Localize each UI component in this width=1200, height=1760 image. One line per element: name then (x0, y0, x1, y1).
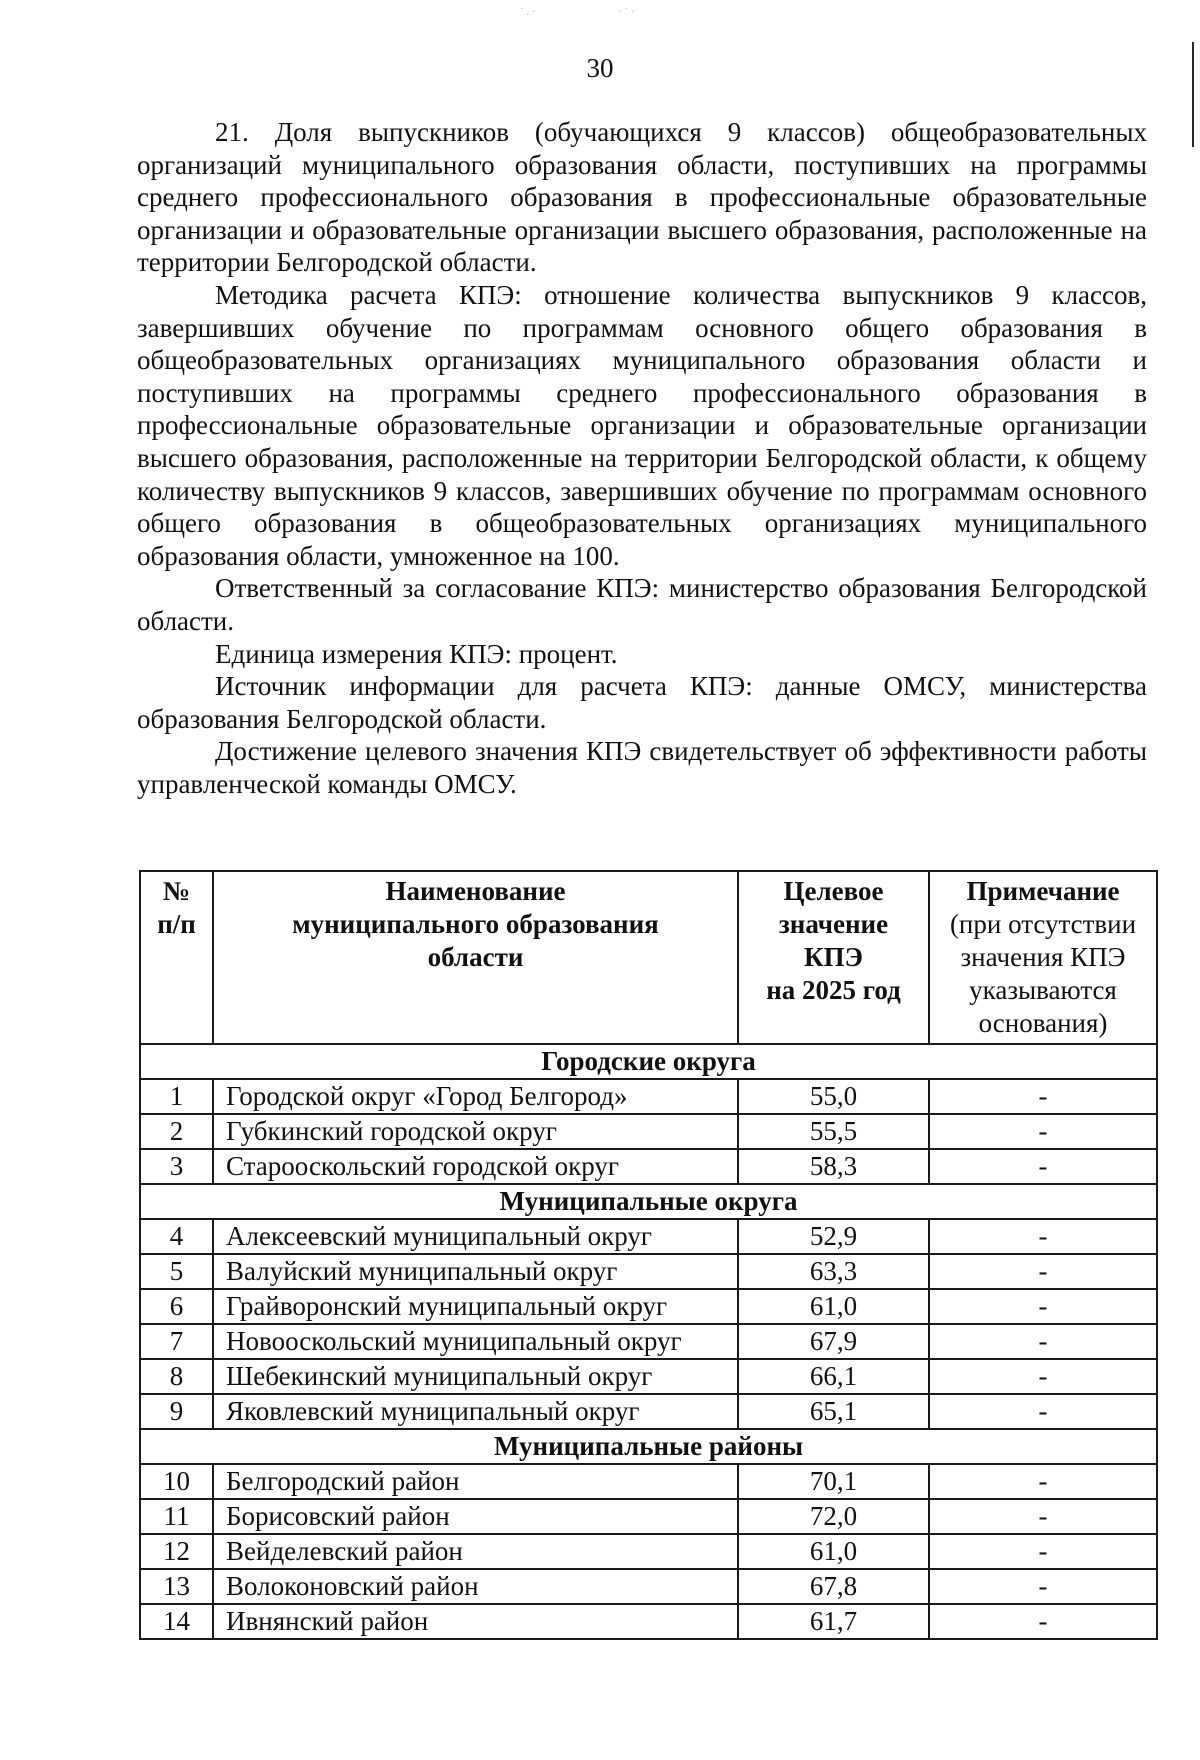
table-row (140, 1604, 1157, 1639)
municipality-name: Городской округ «Город Белгород» (213, 1079, 738, 1114)
paragraph-unit: Единица измерения КПЭ: процент. (215, 638, 618, 669)
header-value-line: значение (778, 909, 889, 939)
table-row (140, 1219, 1157, 1254)
note-value: - (929, 1114, 1157, 1149)
table-row (140, 1569, 1157, 1604)
paragraph-calculation-method: Методика расчета КПЭ: отношение количества выпускников 9 классов, завершивших обучение по программам основного общего образования в общеобразовательных организациях муниципального образования области и поступивших на программы среднего профессионального образования в профессиональные образовательные организации и образовательные организации высшего образования, расположенные на территории Белгородской области, к общему количеству выпускников 9 классов, завершивших обучение по программам основного общего образования в общеобразовательных организациях муниципального образования области, умноженное на 100. (137, 279, 1147, 571)
target-value: 55,5 (738, 1114, 929, 1149)
municipality-name: Алексеевский муниципальный округ (213, 1219, 738, 1254)
target-value: 67,8 (738, 1569, 929, 1604)
section-header-row (140, 1184, 1157, 1219)
target-value: 58,3 (738, 1149, 929, 1184)
municipality-name: Ивнянский район (213, 1604, 738, 1639)
municipality-name: Грайворонский муниципальный округ (213, 1289, 738, 1324)
target-value: 72,0 (738, 1499, 929, 1534)
row-number: 4 (140, 1219, 213, 1254)
target-value: 66,1 (738, 1359, 929, 1394)
table-header-row (140, 871, 1157, 1044)
header-name-line: области (427, 942, 524, 972)
row-number: 6 (140, 1289, 213, 1324)
header-target-value (738, 871, 929, 1044)
target-value: 67,9 (738, 1324, 929, 1359)
table-row (140, 1114, 1157, 1149)
page-number: 30 (586, 53, 614, 83)
paragraph-responsible: Ответственный за согласование КПЭ: министерство образования Белгородской области. (137, 573, 1147, 636)
header-note-line: основания) (978, 1008, 1108, 1038)
header-value-line: на 2025 год (766, 975, 901, 1005)
note-value: - (929, 1604, 1157, 1639)
header-name-line: Наименование (385, 876, 566, 906)
header-note-line: Примечание (966, 876, 1120, 906)
target-value: 63,3 (738, 1254, 929, 1289)
note-value: - (929, 1569, 1157, 1604)
section-header-row (140, 1044, 1157, 1079)
target-value: 70,1 (738, 1464, 929, 1499)
target-value: 55,0 (738, 1079, 929, 1114)
table-row (140, 1079, 1157, 1114)
note-value: - (929, 1079, 1157, 1114)
note-value: - (929, 1219, 1157, 1254)
section-title: Муниципальные округа (140, 1184, 1157, 1219)
header-value-line: КПЭ (804, 942, 863, 972)
row-number: 8 (140, 1359, 213, 1394)
table-row (140, 1534, 1157, 1569)
target-value: 65,1 (738, 1394, 929, 1429)
row-number: 1 (140, 1079, 213, 1114)
municipality-name: Старооскольский городской округ (213, 1149, 738, 1184)
municipality-name: Волоконовский район (213, 1569, 738, 1604)
scan-artifact: · ˙ · (618, 6, 635, 18)
row-number: 14 (140, 1604, 213, 1639)
section-title: Муниципальные районы (140, 1429, 1157, 1464)
note-value: - (929, 1499, 1157, 1534)
section-title: Городские округа (140, 1044, 1157, 1079)
municipality-name: Валуйский муниципальный округ (213, 1254, 738, 1289)
header-number (140, 871, 213, 1044)
header-note-line: (при отсутствии (949, 909, 1137, 939)
note-value: - (929, 1254, 1157, 1289)
table-row (140, 1394, 1157, 1429)
row-number: 9 (140, 1394, 213, 1429)
row-number: 10 (140, 1464, 213, 1499)
target-value: 61,7 (738, 1604, 929, 1639)
header-name-line: муниципального образования (292, 909, 659, 939)
table-row (140, 1254, 1157, 1289)
paragraph-source: Источник информации для расчета КПЭ: данные ОМСУ, министерства образования Белгородской области. (137, 671, 1147, 734)
header-value-line: Целевое (783, 876, 884, 906)
table-row (140, 1324, 1157, 1359)
paragraph-indicator-title: 21. Доля выпускников (обучающихся 9 классов) общеобразовательных организаций муниципального образования области, поступивших на программы среднего профессионального образования в профессиональные образовательные организации и образовательные организации высшего образования, расположенные на территории Белгородской области. (137, 117, 1147, 278)
table-row (140, 1289, 1157, 1324)
header-municipality-name (213, 871, 738, 1044)
note-value: - (929, 1289, 1157, 1324)
paragraph-achievement: Достижение целевого значения КПЭ свидетельствует об эффективности работы управленческой команды ОМСУ. (137, 736, 1147, 799)
table-row (140, 1359, 1157, 1394)
note-value: - (929, 1149, 1157, 1184)
body-text (137, 116, 1147, 800)
header-note-line: значения КПЭ (960, 942, 1126, 972)
note-value: - (929, 1394, 1157, 1429)
municipality-name: Губкинский городской округ (213, 1114, 738, 1149)
table-row (140, 1464, 1157, 1499)
municipality-name: Вейделевский район (213, 1534, 738, 1569)
row-number: 7 (140, 1324, 213, 1359)
header-note (929, 871, 1157, 1044)
table-row (140, 1499, 1157, 1534)
section-header-row (140, 1429, 1157, 1464)
row-number: 12 (140, 1534, 213, 1569)
header-note-line: указываются (969, 975, 1117, 1005)
header-number-line: п/п (157, 909, 196, 939)
header-number-line: № (162, 876, 191, 906)
row-number: 5 (140, 1254, 213, 1289)
kpi-table (139, 870, 1158, 1640)
table-row (140, 1149, 1157, 1184)
note-value: - (929, 1464, 1157, 1499)
note-value: - (929, 1534, 1157, 1569)
municipality-name: Новооскольский муниципальный округ (213, 1324, 738, 1359)
row-number: 13 (140, 1569, 213, 1604)
row-number: 11 (140, 1499, 213, 1534)
row-number: 3 (140, 1149, 213, 1184)
row-number: 2 (140, 1114, 213, 1149)
municipality-name: Борисовский район (213, 1499, 738, 1534)
scan-artifact: ˙ . · (520, 6, 536, 18)
municipality-name: Белгородский район (213, 1464, 738, 1499)
municipality-name: Яковлевский муниципальный округ (213, 1394, 738, 1429)
note-value: - (929, 1324, 1157, 1359)
note-value: - (929, 1359, 1157, 1394)
target-value: 61,0 (738, 1289, 929, 1324)
target-value: 52,9 (738, 1219, 929, 1254)
target-value: 61,0 (738, 1534, 929, 1569)
municipality-name: Шебекинский муниципальный округ (213, 1359, 738, 1394)
